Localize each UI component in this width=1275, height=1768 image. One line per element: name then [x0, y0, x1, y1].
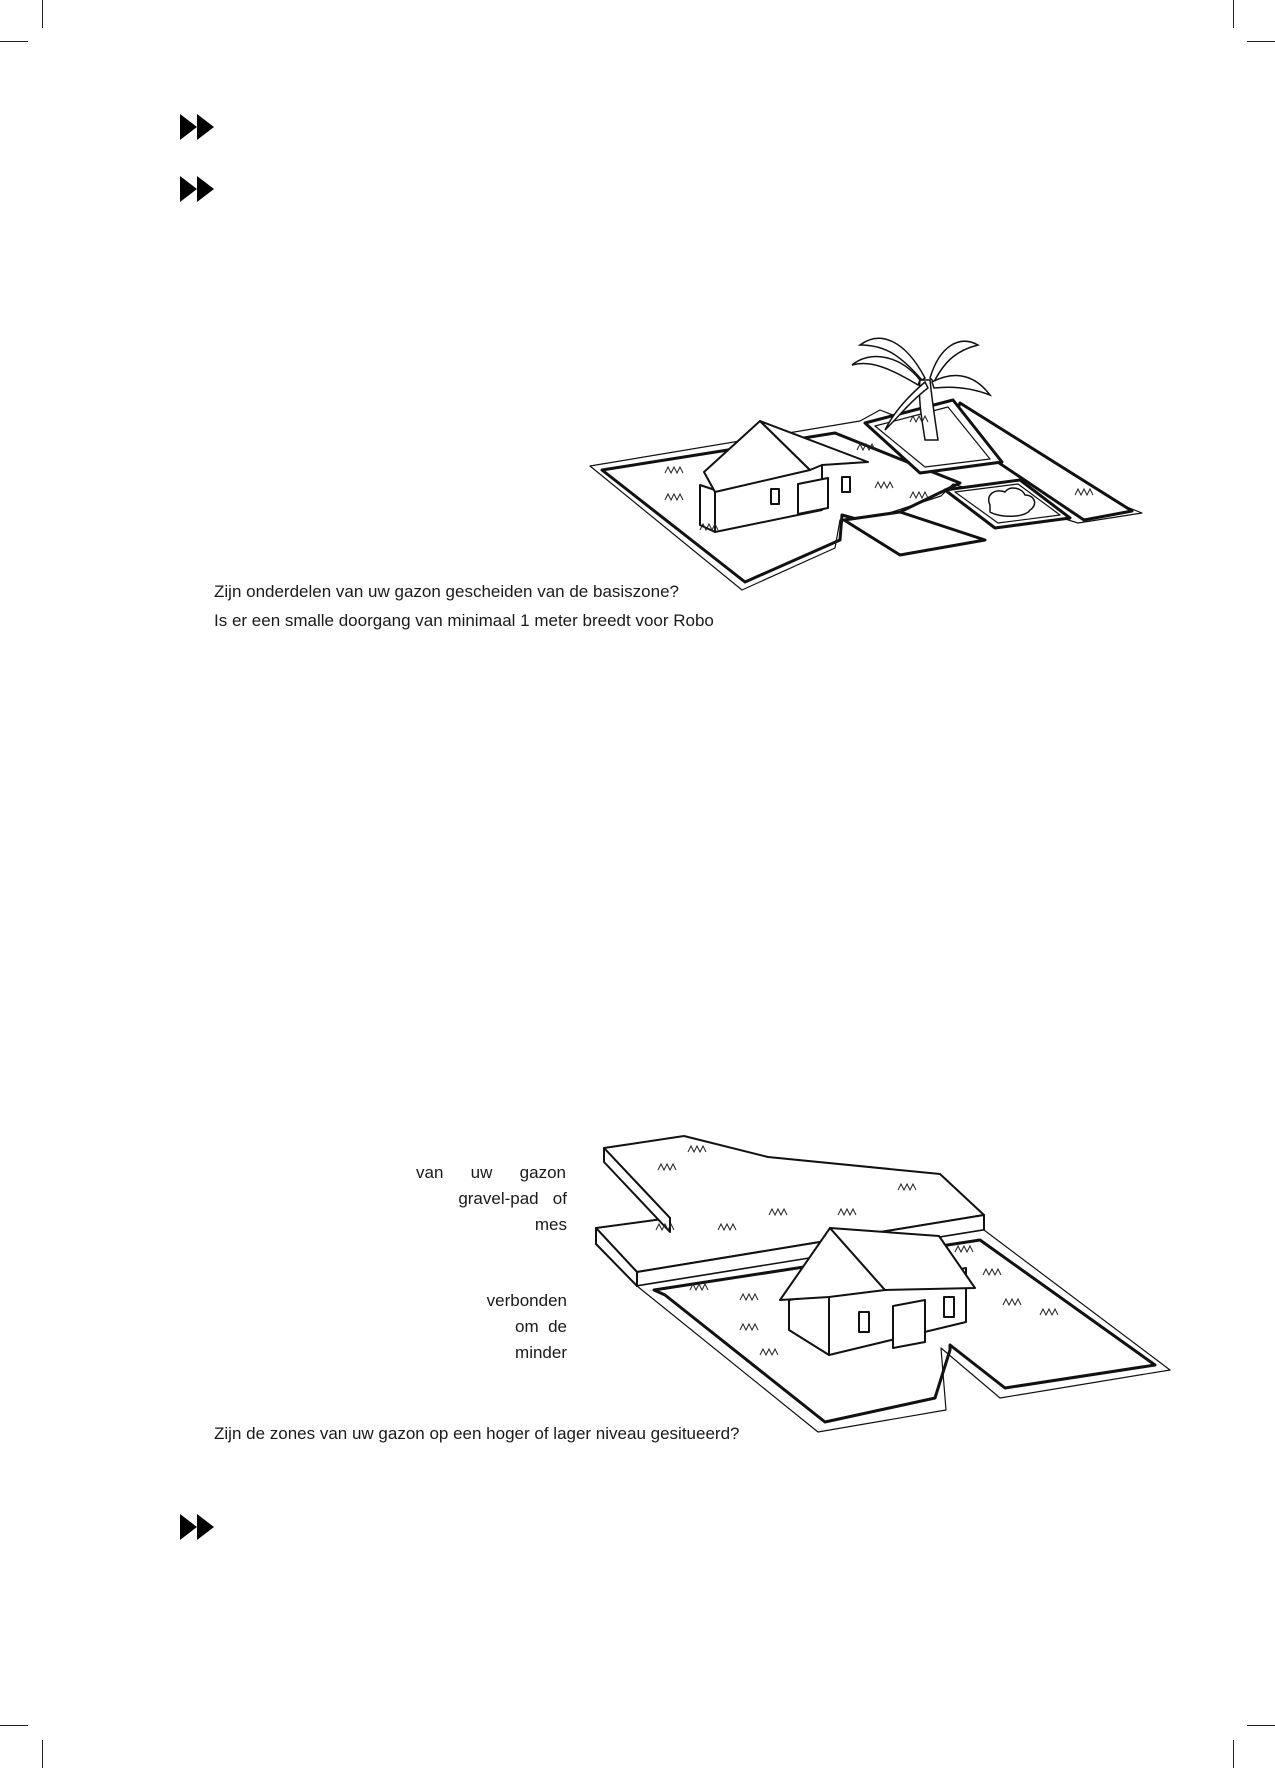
side-text-line: verbonden	[486, 1291, 567, 1310]
side-text-line: van uw gazon	[416, 1163, 566, 1182]
question-separated-zones: Zijn onderdelen van uw gazon gescheiden van de basiszone?	[214, 582, 679, 601]
question-zone-levels: Zijn de zones van uw gazon op een hoger of lager niveau gesitueerd?	[214, 1424, 740, 1443]
side-text-block-a	[416, 1160, 566, 1186]
question-narrow-passage: Is er een smalle doorgang van minimaal 1 meter breedt voor Robo	[214, 611, 714, 630]
side-text-line: om de	[515, 1317, 567, 1336]
side-text-line: gravel-pad of	[458, 1189, 567, 1208]
side-text-line: minder	[515, 1343, 567, 1362]
side-text-line: mes	[534, 1215, 567, 1234]
